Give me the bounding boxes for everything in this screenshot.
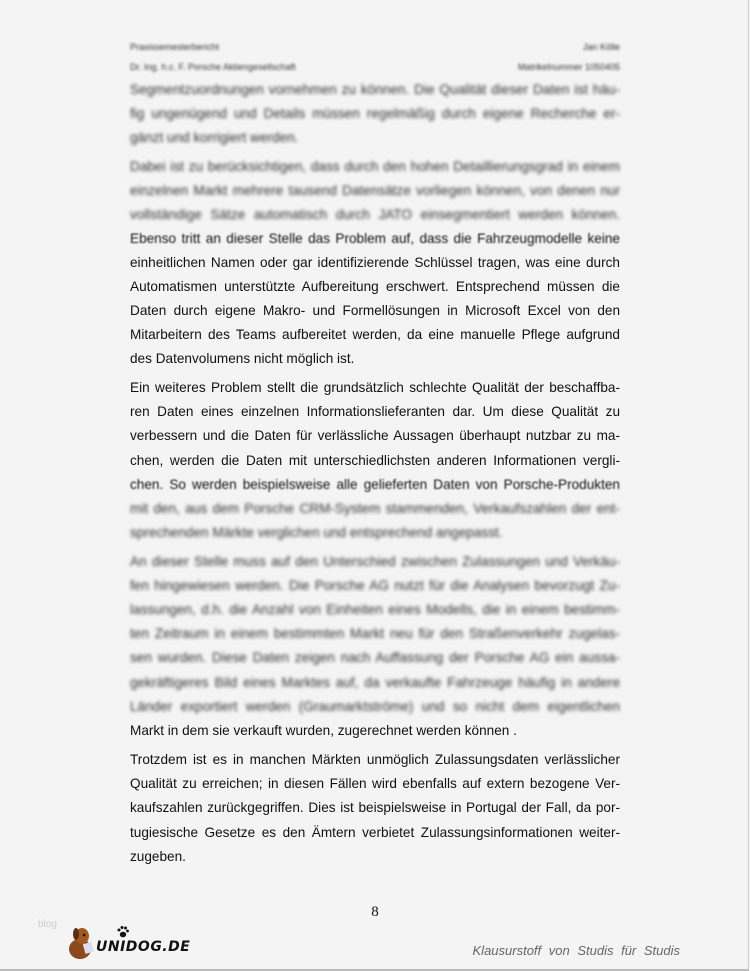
running-header-row-2: [130, 62, 620, 72]
dog-mascot-icon: [66, 925, 98, 961]
text-line: sprechenden Märkte verglichen und entsprechend angepasst.: [130, 525, 503, 540]
text-line: tugiesische Gesetze es den Ämtern verbietet Zulassungsinformationen weiter-: [130, 825, 620, 840]
page-number: 8: [371, 904, 379, 920]
text-line: verbessern und die Daten für verlässliche Aussagen überhaupt nutzbar zu ma-: [130, 428, 620, 443]
text-line: An dieser Stelle muss auf den Unterschied zwischen Zulassungen und Verkäu-: [130, 554, 620, 569]
paw-icon: [116, 925, 130, 939]
header-title: Praxissemesterbericht: [130, 42, 220, 52]
unidog-logo[interactable]: [66, 925, 191, 961]
text-line: Segmentzuordnungen vornehmen zu können. Die Qualität dieser Daten ist häu-: [130, 82, 620, 97]
text-line: Dabei ist zu berücksichtigen, dass durch den hohen Detaillierungsgrad in einem: [130, 159, 620, 174]
text-line: ren Daten eines einzelnen Informationslieferanten dar. Um diese Qualität zu: [130, 404, 620, 419]
text-line: Länder exportiert werden (Graumarktströme) und so nicht dem eigentlichen: [130, 699, 620, 714]
text-line: ten Zeitraum in einem bestimmten Markt neu für den Straßenverkehr zugelas-: [130, 626, 620, 641]
text-line: Mitarbeitern des Teams aufbereitet werden, da eine manuelle Pflege aufgrund: [130, 327, 620, 342]
text-line: mit den, aus dem Porsche CRM-System stammenden, Verkaufszahlen der ent-: [130, 501, 620, 516]
header-matrikel: Matrikelnummer 1050405: [517, 62, 620, 72]
text-line: einheitlichen Namen oder gar identifizierende Schlüssel tragen, was eine durch: [130, 255, 620, 270]
logo-text: UNIDOG.DE: [96, 939, 191, 955]
footer-slogan: Klausurstoff von Studis für Studis: [472, 943, 680, 958]
text-line: fig ungenügend und Details müssen regelmäßig durch eigene Recherche er-: [130, 106, 620, 121]
text-line: kaufszahlen zurückgegriffen. Dies ist beispielsweise in Portugal der Fall, da por-: [130, 800, 620, 815]
text-line: Automatismen unterstützte Aufbereitung erschwert. Entsprechend müssen die: [130, 279, 620, 294]
text-line: zugeben.: [130, 849, 186, 864]
text-line: Markt in dem sie verkauft wurden, zugerechnet werden können .: [130, 723, 517, 738]
text-line: Ebenso tritt an dieser Stelle das Problem auf, dass die Fahrzeugmodelle keine: [130, 231, 620, 246]
header-company: Dr. Ing. h.c. F. Porsche Aktiengesellschaft: [130, 62, 296, 72]
text-line: lassungen, d.h. die Anzahl von Einheiten eines Modells, die in einem bestimm-: [130, 602, 620, 617]
text-line: vollständige Sätze automatisch durch JATO einsegmentiert werden können.: [130, 207, 620, 222]
text-line: Trotzdem ist es in manchen Märkten unmöglich Zulassungsdaten verlässlicher: [130, 752, 620, 767]
text-line: gekräftigeres Bild eines Marktes auf, da verkaufte Fahrzeuge häufig in andere: [130, 675, 620, 690]
text-line: sen wurden. Diese Daten zeigen nach Auffassung der Porsche AG ein aussa-: [130, 650, 620, 665]
running-header-row-1: [130, 42, 620, 52]
text-line: einzelnen Markt mehrere tausend Datensätze vorliegen können, von denen nur: [130, 183, 620, 198]
text-line: chen, werden die Daten mit unterschiedlichsten anderen Informationen vergli-: [130, 453, 620, 468]
text-line: Ein weiteres Problem stellt die grundsätzlich schlechte Qualität der beschaffba-: [130, 380, 620, 395]
text-line: Qualität zu erreichen; in diesen Fällen wird ebenfalls auf extern bezogene Ver-: [130, 776, 620, 791]
text-line: fen hingewiesen werden. Die Porsche AG nutzt für die Analysen bevorzugt Zu-: [130, 578, 620, 593]
text-line: gänzt und korrigiert werden.: [130, 130, 299, 145]
text-line: Daten durch eigene Makro- und Formellösungen in Microsoft Excel von den: [130, 303, 620, 318]
header-author: Jan Kölle: [582, 42, 620, 52]
blog-label: blog: [38, 919, 57, 930]
text-line: des Datenvolumens nicht möglich ist.: [130, 351, 355, 366]
text-line: chen. So werden beispielsweise alle gelieferten Daten von Porsche-Produkten: [130, 477, 620, 492]
